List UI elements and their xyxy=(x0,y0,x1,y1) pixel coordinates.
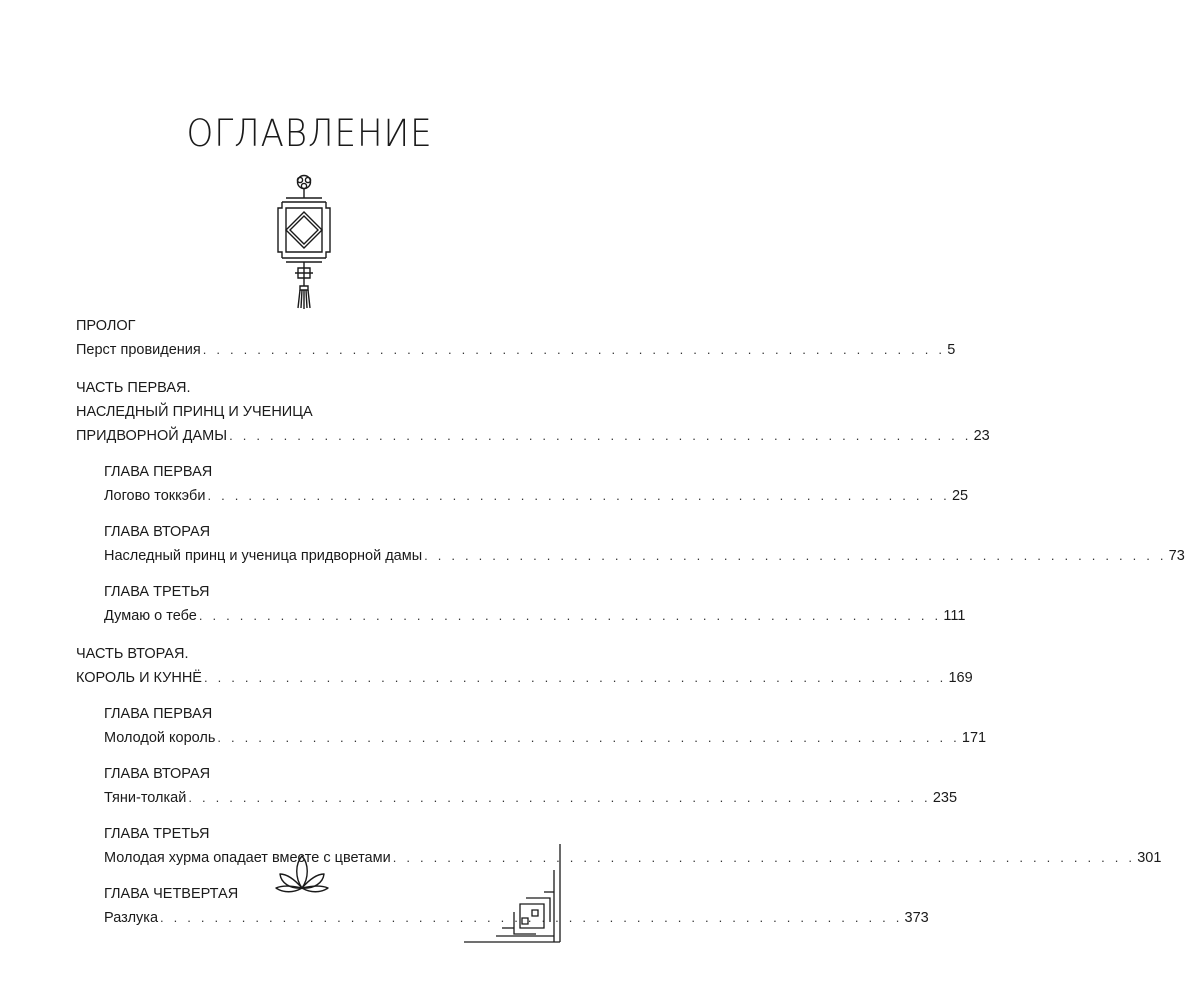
page-number: 73 xyxy=(1168,548,1185,564)
chapter-heading: ГЛАВА ПЕРВАЯ xyxy=(104,706,213,722)
lotus-icon xyxy=(273,852,331,896)
chapter-heading: ГЛАВА ВТОРАЯ xyxy=(104,766,211,782)
part-1-heading-line-2: НАСЛЕДНЫЙ ПРИНЦ И УЧЕНИЦА xyxy=(76,404,313,420)
page-number: 373 xyxy=(904,910,929,926)
toc-chapter xyxy=(104,520,1185,568)
chapter-heading: ГЛАВА ВТОРАЯ xyxy=(104,524,211,540)
leader-dots: . . . . . . . . . . . . . . . . . . . . . . . . . . . . . . . . . . . . . . . . . . . . . . . . . . . . . . . xyxy=(160,910,903,925)
leader-dots: . . . . . . . . . . . . . . . . . . . . . . . . . . . . . . . . . . . . . . . . . . . . . . . . . . . . . . . xyxy=(217,730,960,745)
toc-prologue xyxy=(76,314,956,362)
entry-title: Логово токкэби xyxy=(104,488,206,504)
entry-title: Перст провидения xyxy=(76,342,201,358)
toc-chapter xyxy=(104,762,958,810)
entry-title: Думаю о тебе xyxy=(104,608,197,624)
page-number: 171 xyxy=(961,730,987,746)
toc-entry-chapter[interactable] xyxy=(104,726,987,750)
toc-entry-chapter[interactable] xyxy=(104,786,958,810)
entry-title: Молодая хурма опадает вместе с цветами xyxy=(104,850,391,866)
toc-entry-chapter[interactable] xyxy=(104,484,969,508)
leader-dots: . . . . . . . . . . . . . . . . . . . . . . . . . . . . . . . . . . . . . . . . . . . . . . . . . . . . . . . xyxy=(202,342,946,357)
toc-chapter xyxy=(104,580,966,628)
leader-dots: . . . . . . . . . . . . . . . . . . . . . . . . . . . . . . . . . . . . . . . . . . . . . . . . . . . . . . . xyxy=(188,790,931,805)
page-number: 23 xyxy=(973,428,990,444)
chapter-heading: ГЛАВА ПЕРВАЯ xyxy=(104,464,213,480)
part-2-heading-line-1: ЧАСТЬ ВТОРАЯ. xyxy=(76,646,189,662)
entry-title: Тяни-толкай xyxy=(104,790,187,806)
page-number: 111 xyxy=(943,608,966,624)
hanging-lantern-knot-icon xyxy=(272,172,336,312)
corner-frame-ornament xyxy=(462,842,572,946)
page-number: 25 xyxy=(951,488,969,504)
leader-dots: . . . . . . . . . . . . . . . . . . . . . . . . . . . . . . . . . . . . . . . . . . . . . . . . . . . . . . . xyxy=(198,608,942,623)
page-title: ОГЛАВЛЕНИЕ xyxy=(186,112,433,155)
part-1-heading-line-1: ЧАСТЬ ПЕРВАЯ. xyxy=(76,380,191,396)
page-number: 5 xyxy=(947,342,956,358)
toc-entry-chapter[interactable] xyxy=(104,544,1185,568)
page-number: 235 xyxy=(932,790,958,806)
leader-dots: . . . . . . . . . . . . . . . . . . . . . . . . . . . . . . . . . . . . . . . . . . . . . . . . . . . . . . . xyxy=(207,488,950,503)
leader-dots: . . . . . . . . . . . . . . . . . . . . . . . . . . . . . . . . . . . . . . . . . . . . . . . . . . . . . . . xyxy=(229,428,972,443)
page-number: 301 xyxy=(1137,850,1162,866)
chapter-heading: ГЛАВА ЧЕТВЕРТАЯ xyxy=(104,886,239,902)
toc-entry-part-1[interactable] xyxy=(76,424,990,448)
chapter-heading: ГЛАВА ТРЕТЬЯ xyxy=(104,826,210,842)
entry-title: Наследный принц и ученица придворной дамы xyxy=(104,548,423,564)
page-number: 169 xyxy=(948,670,973,686)
leader-dots: . . . . . . . . . . . . . . . . . . . . . . . . . . . . . . . . . . . . . . . . . . . . . . . . . . . . . . . xyxy=(424,548,1167,563)
part-2-heading-line-2: КОРОЛЬ И КУННЁ xyxy=(76,670,202,686)
leader-dots: . . . . . . . . . . . . . . . . . . . . . . . . . . . . . . . . . . . . . . . . . . . . . . . . . . . . . . . xyxy=(392,850,1136,865)
toc-entry-prologue[interactable] xyxy=(76,338,956,362)
toc-chapter xyxy=(104,460,969,508)
prologue-heading: ПРОЛОГ xyxy=(76,318,136,334)
chapter-heading: ГЛАВА ТРЕТЬЯ xyxy=(104,584,210,600)
toc-chapter xyxy=(104,702,987,750)
leader-dots: . . . . . . . . . . . . . . . . . . . . . . . . . . . . . . . . . . . . . . . . . . . . . . . . . . . . . . . xyxy=(203,670,947,685)
part-1-heading-line-3: ПРИДВОРНОЙ ДАМЫ xyxy=(76,428,228,444)
toc-entry-chapter[interactable] xyxy=(104,604,966,628)
table-of-contents xyxy=(76,314,1185,930)
toc-part-1 xyxy=(76,376,1185,628)
entry-title: Разлука xyxy=(104,910,159,926)
toc-entry-part-2[interactable] xyxy=(76,666,973,690)
entry-title: Молодой король xyxy=(104,730,216,746)
